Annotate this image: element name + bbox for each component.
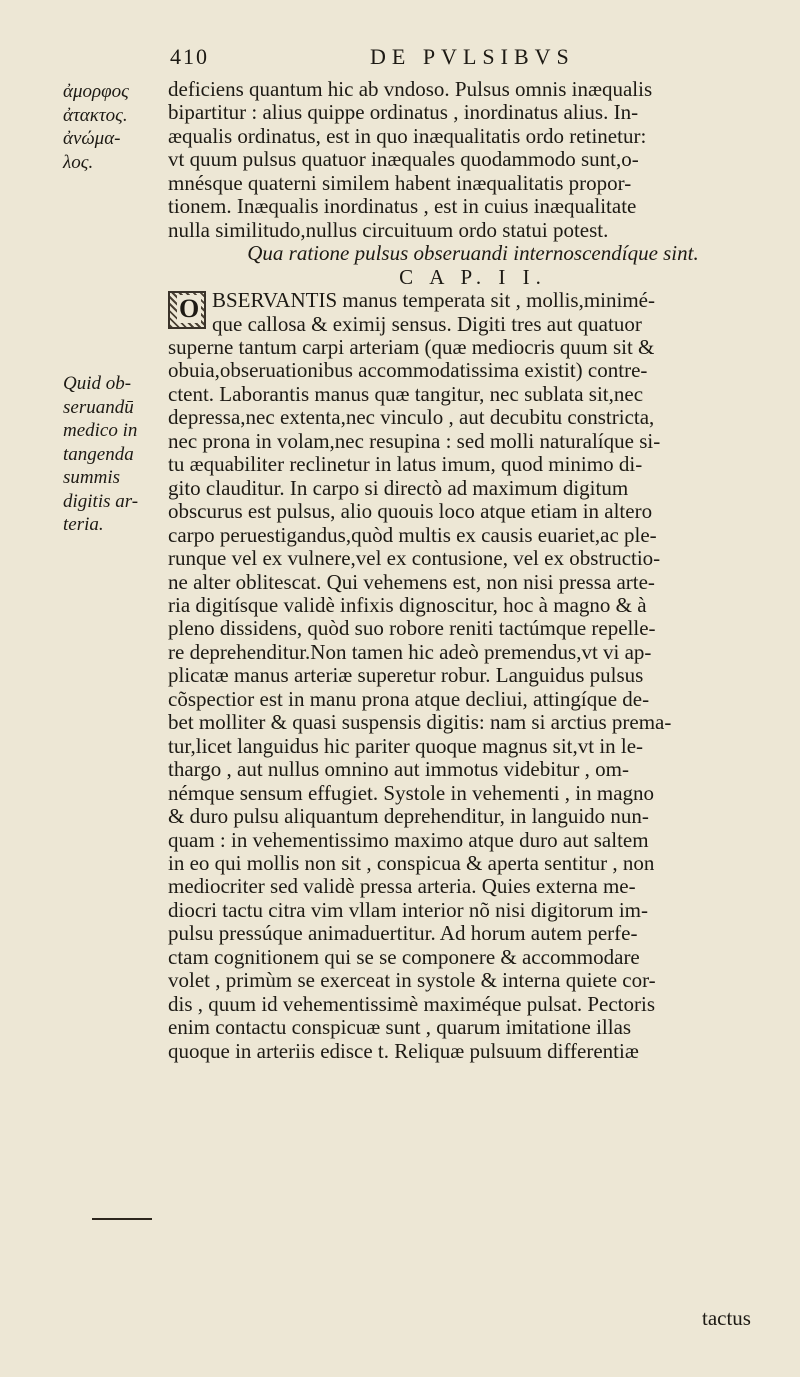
running-title: DE PVLSIBVS xyxy=(370,44,575,69)
margin-note-line: medico in xyxy=(63,420,138,441)
text-line: BSERVANTIS manus temperata sit , mollis,minimé- xyxy=(212,289,655,313)
text-line: & duro pulsu aliquantum deprehenditur, in languido nun- xyxy=(168,805,649,829)
text-line: ctam cognitionem qui se se componere & accommodare xyxy=(168,945,640,969)
margin-note-line: summis xyxy=(63,467,121,488)
margin-note-line: ἀνώμα- xyxy=(63,128,121,149)
catchword: tactus xyxy=(702,1306,751,1330)
margin-note-line: Quid ob- xyxy=(63,373,132,394)
chapter-paragraph xyxy=(168,289,778,1063)
text-line: mnésque quaterni similem habent inæqualitatis propor- xyxy=(168,171,632,195)
text-line: obuia,obseruationibus accommodatissima existit) contre- xyxy=(168,359,648,383)
text-line: que callosa & eximij sensus. Digiti tres aut quatuor xyxy=(212,312,642,336)
text-line: gito clauditur. In carpo si directò ad maximum digitum xyxy=(168,476,629,500)
drop-cap-initial xyxy=(168,291,206,329)
text-line: tionem. Inæqualis inordinatus , est in cuius inæqualitate xyxy=(168,195,637,219)
margin-note-line: digitis ar- xyxy=(63,490,139,512)
text-line: cõspectior est in manu prona atque decliui, attingíque de- xyxy=(168,687,650,711)
text-line: tur,licet languidus hic pariter quoque magnus sit,vt in le- xyxy=(168,734,644,758)
text-line: pleno dissidens, quòd suo robore reniti tactúmque repelle- xyxy=(168,617,656,641)
margin-note-line: ἀμορφος xyxy=(63,81,129,102)
text-line: carpo peruestigandus,quòd multis ex causis euariet,ac ple- xyxy=(168,523,657,547)
text-line: runque vel ex vulnere,vel ex contusione, vel ex obstructio- xyxy=(168,547,661,571)
margin-note-quid-observandum xyxy=(63,372,163,537)
text-line: diocri tactu citra vim vllam interior nõ nisi digitorum im- xyxy=(168,898,648,922)
text-line: ne alter oblitescat. Qui vehemens est, non nisi pressa arte- xyxy=(168,570,655,594)
text-line: pulsu pressúque animaduertitur. Ad horum autem perfe- xyxy=(168,922,638,946)
text-line: ria digitísque validè infixis dignoscitur, hoc à magno & à xyxy=(168,593,647,617)
text-line: quam : in vehementissimo maximo atque duro aut saltem xyxy=(168,828,649,852)
margin-note-line: λος. xyxy=(63,151,94,173)
margin-rule xyxy=(92,1218,152,1220)
margin-note-line: ἀτακτος. xyxy=(63,104,128,126)
text-line: dis , quum id vehementissimè maximéque pulsat. Pectoris xyxy=(168,992,656,1016)
text-line: deficiens quantum hic ab vndoso. Pulsus omnis inæqualis xyxy=(168,78,653,101)
chapter-label: C A P. I I. xyxy=(399,264,547,289)
text-line: bet molliter & quasi suspensis digitis: nam si arctius prema- xyxy=(168,711,672,735)
page-header xyxy=(170,44,730,74)
text-line: re deprehenditur.Non tamen hic adeò premendus,vt vi ap- xyxy=(168,640,652,664)
margin-note-line: teria. xyxy=(63,514,104,535)
main-text-block xyxy=(168,78,778,1063)
text-line: depressa,nec extenta,nec vinculo , aut decubitu constricta, xyxy=(168,406,655,430)
section-heading: Qua ratione pulsus obseruandi internoscendíque sint. xyxy=(247,241,699,266)
text-line: quoque in arteriis edisce t. Reliquæ pulsuum differentiæ xyxy=(168,1039,639,1063)
margin-note-line: tangenda xyxy=(63,443,134,465)
text-line: plicatæ manus arteriæ superetur robur. Languidus pulsus xyxy=(168,664,644,688)
text-line: volet , primùm se exerceat in systole & interna quiete cor- xyxy=(168,969,656,993)
text-line: enim contactu conspicuæ sunt , quarum imitatione illas xyxy=(168,1016,632,1040)
drop-cap-letter: O xyxy=(179,294,200,324)
margin-note-line: seruandū xyxy=(63,396,134,418)
margin-note-greek xyxy=(63,80,163,174)
text-line: nulla similitudo,nullus circuituum ordo statui potest. xyxy=(168,218,609,242)
text-line: thargo , aut nullus omnino aut immotus videbitur , om- xyxy=(168,758,629,782)
text-line: in eo qui mollis non sit , conspicua & aperta sentitur , non xyxy=(168,851,655,875)
text-line: némque sensum effugiet. Systole in vehementi , in magno xyxy=(168,781,655,805)
text-line: ctent. Laborantis manus quæ tangitur, nec sublata sit,nec xyxy=(168,382,644,406)
page-number: 410 xyxy=(170,44,209,69)
text-line: bipartitur : alius quippe ordinatus , inordinatus alius. In- xyxy=(168,101,639,125)
text-line: superne tantum carpi arteriam (quæ mediocris quum sit & xyxy=(168,335,655,359)
text-line: mediocriter sed validè pressa arteria. Quies externa me- xyxy=(168,875,636,899)
text-line: tu æquabiliter reclinetur in latus imum, quod minimo di- xyxy=(168,453,643,477)
text-line: æqualis ordinatus, est in quo inæqualitatis ordo retinetur: xyxy=(168,124,647,148)
text-line: obscurus est pulsus, alio quouis loco atque etiam in altero xyxy=(168,500,653,524)
text-line: vt quum pulsus quatuor inæquales quodammodo sunt,o- xyxy=(168,148,639,172)
text-line: nec prona in volam,nec resupina : sed molli naturalíque si- xyxy=(168,429,661,453)
